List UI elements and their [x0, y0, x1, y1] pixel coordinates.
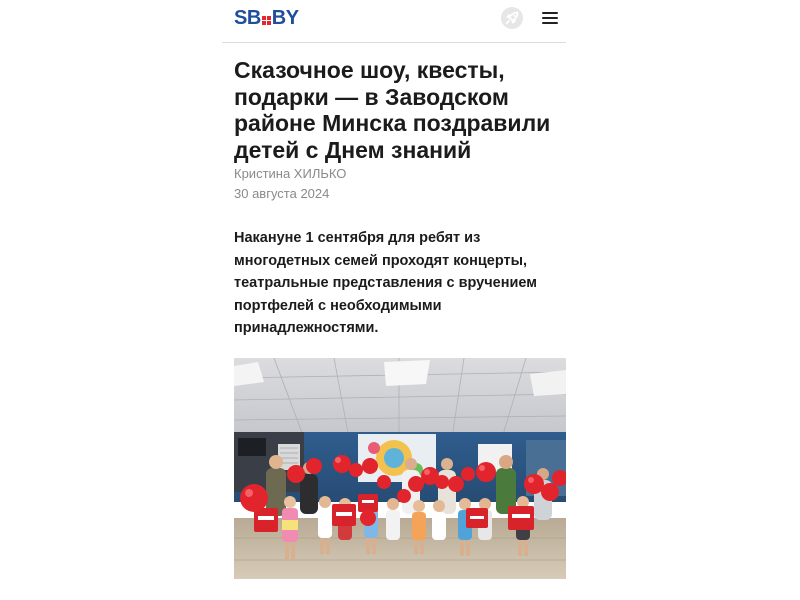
rocket-icon [500, 6, 524, 30]
logo-text-sb: SB [234, 6, 261, 29]
logo-text-by: BY [271, 6, 299, 29]
article-title: Сказочное шоу, квесты, подарки — в Заводском районе Минска поздравили детей с Днем знаний [234, 57, 551, 163]
site-header [222, 0, 566, 43]
article-column [222, 0, 566, 600]
article-lead: Накануне 1 сентября для ребят из многодетных семей проходят концерты, театральные представления с вручением портфелей с необходимыми принадлежностями. [234, 230, 537, 336]
site-logo[interactable] [234, 7, 299, 29]
article-photo[interactable] [234, 358, 566, 579]
hamburger-menu-icon [542, 12, 558, 14]
logo-dot-icon [262, 16, 271, 25]
menu-button[interactable] [542, 10, 560, 26]
article-author[interactable]: Кристина ХИЛЬКО [234, 166, 347, 181]
article-date: 30 августа 2024 [234, 186, 330, 201]
rocket-button[interactable] [500, 6, 524, 30]
